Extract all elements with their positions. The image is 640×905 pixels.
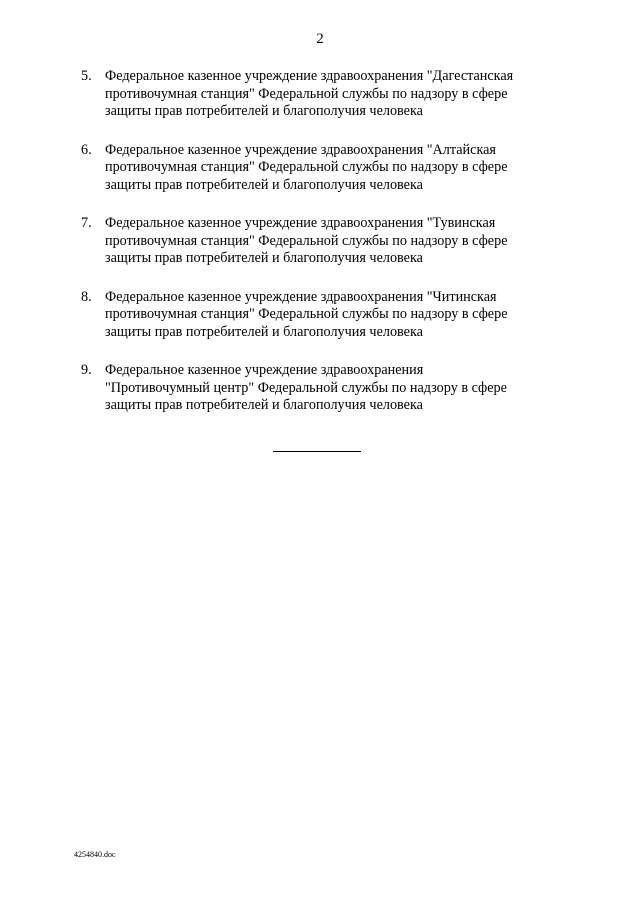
list-item-line: Федеральное казенное учреждение здравоохранения "Тувинская xyxy=(105,215,496,231)
end-of-list-divider xyxy=(273,451,361,452)
list-item-line: защиты прав потребителей и благополучия человека xyxy=(105,103,423,119)
list-item-line: Федеральное казенное учреждение здравоохранения "Алтайская xyxy=(105,141,496,158)
page-number: 2 xyxy=(316,31,324,47)
list-item-line: Федеральное казенное учреждение здравоохранения xyxy=(105,362,424,378)
list-item-number: 8. xyxy=(81,288,92,305)
list-item-number: 7. xyxy=(81,215,92,231)
list-item-line: Федеральное казенное учреждение здравоохранения "Дагестанская xyxy=(105,68,514,84)
list-item xyxy=(81,68,561,121)
list-item-line: защиты прав потребителей и благополучия человека xyxy=(105,397,423,413)
list-item-line: Федеральное казенное учреждение здравоохранения "Читинская xyxy=(105,288,497,305)
list-item-line: защиты прав потребителей и благополучия человека xyxy=(105,176,423,193)
list-item-number: 9. xyxy=(81,362,92,378)
list-item xyxy=(81,289,561,342)
footer-filename: 4254840.doc xyxy=(74,850,116,859)
list-item-line: противочумная станция" Федеральной службы по надзору в сфере xyxy=(105,85,508,102)
list-item xyxy=(81,362,561,415)
list-item-line: противочумная станция" Федеральной службы по надзору в сфере xyxy=(105,232,508,249)
list-item-number: 6. xyxy=(81,141,92,158)
list-item-line: защиты прав потребителей и благополучия человека xyxy=(105,250,423,266)
list-item-line: противочумная станция" Федеральной службы по надзору в сфере xyxy=(105,159,508,175)
list-item-line: противочумная станция" Федеральной службы по надзору в сфере xyxy=(105,306,508,322)
list-item-number: 5. xyxy=(81,68,92,84)
list-item-line: защиты прав потребителей и благополучия человека xyxy=(105,323,423,340)
list-item xyxy=(81,215,561,268)
list-item-line: "Противочумный центр" Федеральной службы по надзору в сфере xyxy=(105,379,507,396)
institution-list xyxy=(81,68,561,436)
list-item xyxy=(81,142,561,195)
